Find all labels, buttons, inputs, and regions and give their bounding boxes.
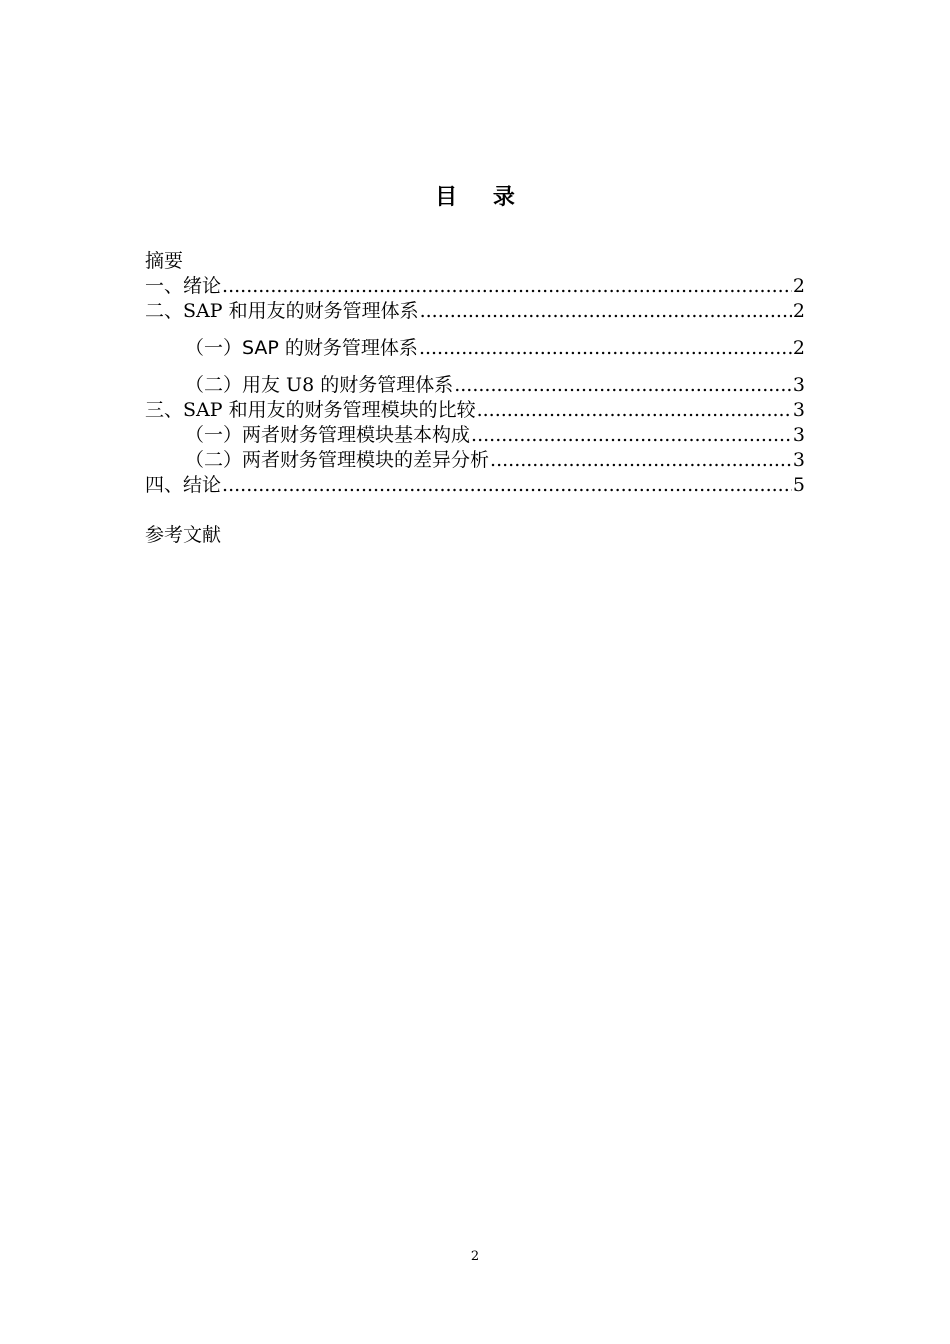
toc-entry-page: 3 [792,374,805,396]
toc-dot-leader [471,423,792,447]
toc-entry-label: SAP 的财务管理体系 [242,337,418,359]
abstract-heading[interactable]: 摘要 [145,250,184,272]
toc-entry-1[interactable] [145,274,805,298]
toc-entry-label: 用友 U8 的财务管理体系 [242,374,454,396]
toc-entry-3[interactable] [145,398,805,422]
toc-entry-page: 2 [792,300,805,322]
toc-entry-number: 二、 [145,300,184,322]
toc-entry-number: 一、 [145,275,184,297]
references-heading[interactable]: 参考文献 [145,524,222,546]
toc-entry-page: 2 [792,337,805,359]
toc-entry-3-2[interactable] [185,448,805,472]
toc-dot-leader [419,336,792,360]
toc-entry-2[interactable] [145,299,805,323]
toc-dot-leader [222,274,792,298]
toc-dot-leader [490,448,792,472]
toc-entry-number: （一） [185,337,243,359]
toc-entry-4[interactable] [145,473,805,497]
page-number: 2 [470,1249,480,1264]
toc-title: 目 录 [435,184,529,210]
toc-dot-leader [222,473,792,497]
toc-entry-label: SAP 和用友的财务管理体系 [183,300,419,322]
toc-dot-leader [420,299,792,323]
toc-entry-label: 两者财务管理模块的差异分析 [242,449,490,471]
toc-entry-page: 5 [792,474,805,496]
toc-entry-label: SAP 和用友的财务管理模块的比较 [183,399,476,421]
toc-entry-number: 三、 [145,399,184,421]
toc-entry-page: 3 [792,399,805,421]
toc-entry-number: 四、 [145,474,184,496]
toc-entry-label: 结论 [183,474,222,496]
toc-entry-label: 绪论 [183,275,222,297]
toc-entry-2-1[interactable] [185,336,805,360]
toc-entry-number: （二） [185,374,243,396]
toc-entry-3-1[interactable] [185,423,805,447]
toc-dot-leader [477,398,792,422]
toc-entry-label: 两者财务管理模块基本构成 [242,424,471,446]
toc-entry-page: 3 [792,424,805,446]
toc-entry-2-2[interactable] [185,373,805,397]
toc-entry-page: 2 [792,275,805,297]
toc-entry-number: （一） [185,424,243,446]
toc-entry-number: （二） [185,449,243,471]
toc-dot-leader [454,373,792,397]
toc-entry-page: 3 [792,449,805,471]
